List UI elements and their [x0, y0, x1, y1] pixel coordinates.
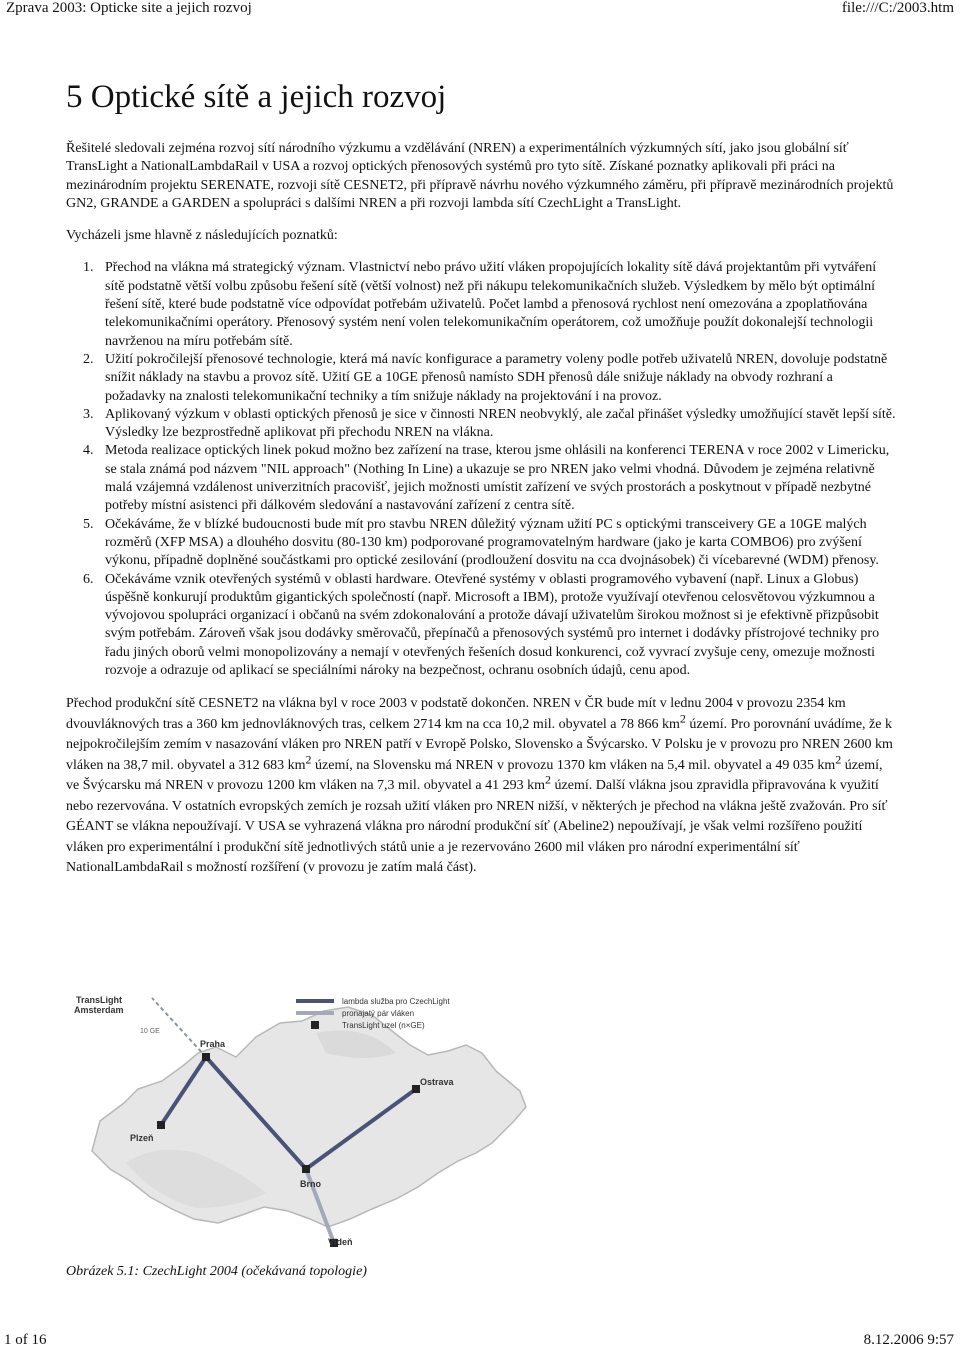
list-text: Přechod na vlákna má strategický význam. Vlastnictví nebo právo užití vláken propojujících lokality sítě dává projektantům při vytváření sítě podstatně větší volbu způsobu řešení sítě (větší volnost) než při nákupu telekomunikačních služeb. Výsledkem by mělo být optimální řešení sítě, které bude podstatně více odpovídat potřebám uživatelů. Počet lambd a přenosová rychlost není omezována a zpoplatňována telekomunikačními operátory. Přenosový systém není volen telekomunikačním operátorem, což umožňuje použít dokonalejší technologii navrženou na míru potřebám sítě.: [105, 260, 877, 349]
stats-text-4: území, ve Švýcarsku má NREN v provozu 1200 km vláken na 7,3 mil. obyvatel a 41 293 km: [66, 757, 883, 794]
section-heading: 5 Optické sítě a jejich rozvoj: [66, 79, 447, 115]
legend-item: TransLight uzel (n×GE): [342, 1021, 425, 1030]
print-timestamp: 8.12.2006 9:57: [863, 1332, 954, 1348]
city-label-plzen: Plzeň: [130, 1133, 154, 1143]
list-number: 5.: [83, 516, 94, 532]
list-text: Očekáváme, že v blízké budoucnosti bude mít pro stavbu NREN důležitý význam užití PC s optickými transceivery GE a 10GE malých rozměrů (XFP MSA) a dlouhého dosvitu (80-130 km) podporované programovatelným hardware (jako je karta COMBO6) pro zvýšení výkonu, případně doplněné součástkami pro optické zesilování (prodloužení dosvitu na cca dvojnásobek) či vícebarevné (WDM) přenosy.: [105, 516, 879, 569]
city-label-viden: Vídeň: [328, 1237, 353, 1247]
header-url: file:///C:/2003.htm: [841, 0, 954, 16]
legend-item: pronajatý pár vláken: [342, 1009, 415, 1018]
browser-print-header: [6, 0, 954, 20]
list-number: 4.: [83, 443, 94, 459]
superscript: 2: [835, 752, 842, 767]
stats-text-2: území. Pro porovnání uvádíme, že k nejpokročilejším zemím v nasazování vláken pro NREN patří v Evropě Polsko, Slovensko a Švýcarsko. V Polsku je v provozu pro NREN 2600 km vláken na 38,7 mil. obyvatel a 312 683 km: [66, 716, 893, 773]
city-label-ostrava: Ostrava: [420, 1077, 454, 1087]
city-node-icon: [202, 1053, 210, 1061]
city-node-icon: [157, 1121, 165, 1129]
page-counter: 1 of 16: [4, 1332, 47, 1348]
city-node-icon: [412, 1085, 420, 1093]
list-item: [66, 406, 896, 443]
statistics-paragraph: [66, 694, 896, 879]
legend-swatch: [311, 1021, 319, 1029]
findings-list: [66, 259, 896, 680]
browser-print-footer: [4, 1332, 954, 1352]
list-text: Metoda realizace optických linek pokud možno bez zařízení na trase, kterou jsme ohlásili na konferenci TERENA v roce 2002 v Limericku, se stala známá pod názvem "NIL approach" (Nothing In Line) a ukazuje se pro NREN jako velmi vhodná. Důvodem je zejména relativně malá vzájemná vzdálenost univerzitních pracovišť, jejich možnosti umístit zařízení ve svých prostorách a poskytnout v případě nezbytné potřeby místní asistenci při dálkovém sledování a nastavování zařízení z centra sítě.: [105, 443, 890, 514]
list-number: 6.: [83, 571, 94, 587]
intro-paragraph: Řešitelé sledovali zejména rozvoj sítí národního výzkumu a vzdělávání (NREN) a experimentálních výzkumných sítí, jako jsou globální síť TransLight a NationalLambdaRail v USA a rozvoj optických přenosových systémů pro tyto sítě. Získané poznatky aplikovali při práci na mezinárodním projektu SERENATE, rozvoji sítě CESNET2, při přípravě návrhu nového výzkumného záměru, při přípravě mezinárodních projektů GN2, GRANDE a GARDEN a spolupráci s dalšími NREN a při rozvoji lambda sítí CzechLight a TransLight.: [66, 141, 894, 211]
city-label-brno: Brno: [300, 1179, 321, 1189]
czech-republic-shape: [92, 1007, 526, 1227]
city-label-amsterdam: TransLight Amsterdam: [74, 995, 124, 1015]
line-label: 10 GE: [140, 1028, 160, 1035]
city-label-praha: Praha: [200, 1039, 226, 1049]
list-item: [66, 351, 896, 406]
list-item: [66, 571, 896, 681]
list-number: 2.: [83, 351, 94, 367]
list-item: [66, 516, 896, 571]
list-text: Užití pokročilejší přenosové technologie, která má navíc konfigurace a parametry voleny podle potřeb uživatelů NREN, dovoluje podstatně snížit náklady na stavbu a provoz sítě. Užití GE a 10GE přenosů namísto SDH přenosů dále snižuje náklady na obvody rozhraní a požadavky na znalosti telekomunikační techniky a tím snižuje náklady na projektování i na provoz.: [105, 351, 888, 404]
fiber-link: [152, 998, 206, 1057]
list-text: Aplikovaný výzkum v oblasti optických přenosů je sice v činnosti NREN neobvyklý, ale začal přinášet výsledky umožňující stavět lepší sítě. Výsledky lze bezprostředně aplikovat při přechodu NREN na vlákna.: [105, 406, 896, 441]
list-text: Očekáváme vznik otevřených systémů v oblasti hardware. Otevřené systémy v oblasti programového vybavení (např. Linux a Globus) úspěšně konkurují produktům gigantických společností (např. Microsoft a IBM), protože využívají otevřenou celosvětovou výzkumnou a vývojovou spolupráci organizací i občanů na svém zdokonalování a protože dávají uživatelům širokou možnost si je efektivně přizpůsobit svým potřebám. Zároveň však jsou dodávky směrovačů, přepínačů a přenosových systémů pro internet i dodávky přístrojové techniky pro řadu jiných oborů velmi monopolizovány a nemají v otevřených řešeních dosud konkurenci, což vyvrací zvyšuje ceny, omezuje možnosti rozvoje a odrazuje od aplikací se speciálními nároky na bezpečnost, ochranu osobních údajů, cenu apod.: [105, 571, 880, 679]
document-body: [66, 78, 896, 879]
stats-text-3: území, na Slovensku má NREN v provozu 1370 km vláken na 5,4 mil. obyvatel a 49 035 km: [311, 757, 836, 773]
legend-item: lambda služba pro CzechLight: [342, 997, 450, 1006]
stats-text-5: území. Další vlákna jsou zpravidla připravována k využití nebo rezervována. V ostatních evropských zemích je rozsah užití vláken pro NREN nižší, v některých je přechod na vlákna ještě zvažován. Pro síť GÉANT se vlákna nepoužívají. V USA se vyhrazená vlákna pro národní produkční síť (Abeline2) nepoužívají, je však velmi rozšířeno použití vláken pro experimentální i produkční sítě jednotlivých států unie a je rezervováno 2600 mil vláken pro národní experimentální síť NationalLambdaRail s možností rozšíření (v provozu je zatím malá část).: [66, 778, 888, 876]
superscript: 2: [545, 772, 552, 787]
header-title: Zprava 2003: Opticke site a jejich rozvoj: [6, 0, 252, 16]
superscript: 2: [679, 711, 686, 726]
city-node-icon: [302, 1165, 310, 1173]
stats-text-1: Přechod produkční sítě CESNET2 na vlákna byl v roce 2003 v podstatě dokončen. NREN v ČR bude mít v lednu 2004 v provozu 2354 km dvouvláknových tras a 360 km jednovláknových tras, celkem 2714 km na cca 10,2 mil. obyvatel a 78 866 km: [66, 696, 846, 732]
list-item: [66, 442, 896, 515]
list-number: 1.: [83, 260, 94, 276]
czechlight-topology-map: [66, 993, 896, 1253]
list-intro: Vycházeli jsme hlavně z následujících poznatků:: [66, 228, 338, 244]
list-item: [66, 259, 896, 350]
figure-caption: Obrázek 5.1: CzechLight 2004 (očekávaná topologie): [66, 1264, 367, 1279]
superscript: 2: [305, 752, 312, 767]
list-number: 3.: [83, 406, 94, 422]
